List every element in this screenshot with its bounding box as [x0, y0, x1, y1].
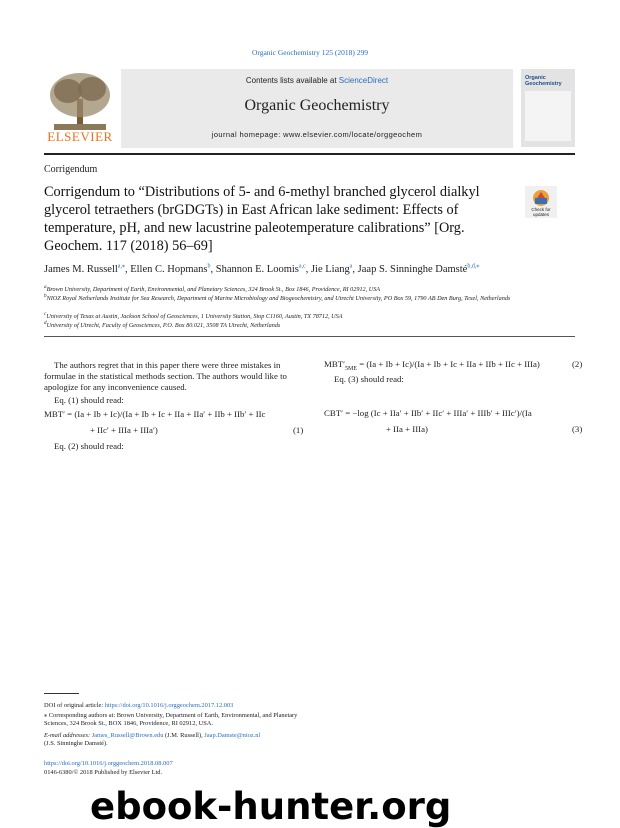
journal-homepage[interactable]: journal homepage: www.elsevier.com/locate/orggeochem: [211, 130, 423, 139]
eq1-lead: Eq. (1) should read:: [54, 395, 124, 405]
contents-line: [121, 76, 513, 85]
equation-3-line1: CBT′ = −log (Ic + IIa′ + IIb′ + IIc′ + IIIa′ + IIIb′ + IIIc′)/(Ia: [324, 408, 532, 418]
email-link-russell[interactable]: James_Russell@Brown.edu: [91, 732, 164, 739]
journal-citation[interactable]: Organic Geochemistry 125 (2018) 299: [251, 48, 369, 57]
article-doi-link[interactable]: https://doi.org/10.1016/j.orggeochem.2018.08.007: [44, 760, 173, 767]
author: James M. Russell$^{a,⁎}$,: [44, 263, 131, 275]
equation-1-line2: + IIc′ + IIIa + IIIa′): [90, 425, 158, 435]
header-rule: [44, 153, 575, 155]
author: Jie Liang$^a$,: [310, 263, 358, 275]
email-footnote-cont: (J.S. Sinninghe Damsté).: [44, 740, 108, 747]
cover-title: Organic Geochemistry: [525, 75, 562, 87]
issn-copyright: 0146-6380/© 2018 Published by Elsevier Ltd.: [44, 769, 163, 776]
elsevier-wordmark: ELSEVIER: [47, 129, 113, 144]
journal-name: Organic Geochemistry: [244, 97, 390, 114]
equation-2-number: (2): [572, 359, 583, 369]
journal-cover-thumbnail: [521, 69, 575, 147]
article-type: Corrigendum: [44, 164, 98, 175]
author-list: [44, 262, 584, 275]
eq3-lead: Eq. (3) should read:: [334, 374, 404, 384]
author: Ellen C. Hopmans$^b$,: [130, 263, 216, 275]
elsevier-logo: [44, 69, 116, 147]
corresponding-footnote: ⁎ Corresponding authors at: Brown University, Department of Earth, Environmental, and Planetary Sciences, 324 Brook St., BOX 1846, Providence, RI 02912, USA.: [44, 712, 298, 727]
author: Jaap S. Sinninghe Damsté$^{b,d,⁎}$: [357, 263, 480, 275]
sciencedirect-link[interactable]: ScienceDirect: [338, 76, 389, 85]
affiliation-d: $^d$University of Utrecht, Faculty of Geosciences, P.O. Box 80.021, 3508 TA Utrecht, Netherlands: [44, 320, 281, 330]
contents-prefix: Contents lists available at: [245, 76, 339, 85]
watermark-text: ebook-hunter.org: [90, 785, 452, 828]
email-footnote: E-mail addresses: James_Russell@Brown.edu (J.M. Russell), Jaap.Damste@nioz.nl: [44, 732, 261, 739]
equation-3-line2: + IIa + IIIa): [386, 424, 428, 434]
intro-paragraph: The authors regret that in this paper there were three mistakes in formulae in the statistical methods section. The authors would like to apologize for any inconvenience caused.: [44, 360, 287, 392]
article-title: Corrigendum to “Distributions of 5- and 6-methyl branched glycerol dialkyl glycerol tetraethers (brGDGTs) in East African lake sediment: Effects of temperature, pH, and new lacustrine paleotemperature calibrations” [Org. Geochem. 117 (2018) 56–69]: [44, 184, 480, 254]
equation-3-number: (3): [572, 424, 583, 434]
equation-2: $MBT'_{5ME} = (Ia + Ib + Ic)/(Ia + Ib + Ic$ + IIa + IIb + IIc + IIIa): [324, 359, 540, 372]
original-doi-footnote: DOI of original article: https://doi.org/10.1016/j.orggeochem.2017.12.003: [44, 702, 234, 709]
footnote-rule: [44, 693, 79, 694]
affiliation-a: $^a$Brown University, Department of Earth, Environmental, and Planetary Sciences, 324 Brook St., Box 1846, Providence, RI 02912, USA: [44, 284, 381, 294]
equation-1-number: (1): [293, 425, 304, 435]
eq2-lead: Eq. (2) should read:: [54, 441, 124, 451]
email-link-damste[interactable]: Jaap.Damste@nioz.nl: [204, 732, 261, 739]
affiliations-rule: [44, 336, 575, 337]
affiliation-c: $^c$University of Texas at Austin, Jackson School of Geosciences, 1 University Station, Stop C1160, Austin, TX 78712, USA: [44, 311, 343, 321]
check-for-updates-badge[interactable]: [525, 186, 557, 218]
affiliation-b: $^b$NIOZ Royal Netherlands Institute for Sea Research, Department of Marine Microbiology and Biogeochemistry, and Utrecht University, PO Box 59, 1790 AB Den Burg, Texel, Netherlands: [44, 293, 511, 303]
original-doi-link[interactable]: https://doi.org/10.1016/j.orggeochem.2017.12.003: [104, 702, 234, 709]
check-updates-label: Check for updates: [531, 207, 551, 217]
equation-1-line1: MBT′ = (Ia + Ib + Ic)/(Ia + Ib + Ic + IIa + IIa′ + IIb + IIb′ + IIc: [44, 409, 266, 419]
author: Shannon E. Loomis$^{a,c}$,: [215, 263, 311, 275]
